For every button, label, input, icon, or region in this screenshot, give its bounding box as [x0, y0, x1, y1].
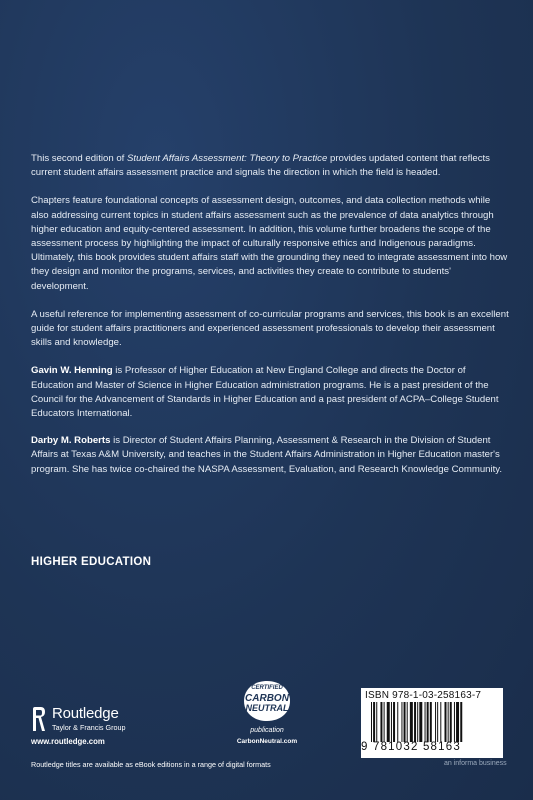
publisher-group: Taylor & Francis Group	[52, 723, 126, 732]
author-bio-2: Darby M. Roberts is Director of Student Affairs Planning, Assessment & Research in the Division of Student Affairs at Texas A&M University, and teaches in the Student Affairs Administration in Higher Education master's program. She has twice co-chaired the NASPA Assessment, Evaluation, and Research Knowledge Community.	[31, 435, 503, 475]
svg-text:CARBON: CARBON	[245, 693, 289, 704]
svg-text:CarbonNeutral.com: CarbonNeutral.com	[236, 738, 298, 745]
carbon-neutral-seal	[232, 675, 302, 755]
ebook-note: Routledge titles are available as eBook editions in a range of digital formats	[31, 760, 271, 769]
blurb	[31, 152, 509, 490]
subject-category: HIGHER EDUCATION	[31, 556, 152, 568]
book-title: Student Affairs Assessment: Theory to Practice	[127, 153, 328, 164]
carbon-neutral-icon	[232, 675, 302, 755]
barcode-bars	[371, 702, 496, 742]
author-bio-1: Gavin W. Henning is Professor of Higher Education at New England College and directs the Doctor of Education and Master of Science in Higher Education administration programs. He is a past president of the Council for the Advancement of Standards in Higher Education and a past president of ACPA–College Student Educators International.	[31, 365, 499, 420]
isbn-barcode	[361, 688, 503, 758]
informa-note: an informa business	[444, 760, 507, 767]
svg-text:CERTIFIED: CERTIFIED	[251, 685, 283, 691]
svg-text:NEUTRAL: NEUTRAL	[245, 703, 289, 713]
publisher-name: Routledge	[52, 705, 119, 722]
blurb-paragraph-1: This second edition of Student Affairs Assessment: Theory to Practice provides updated content that reflects current student affairs assessment practice and signals the direction in which the field is headed.	[31, 153, 490, 179]
routledge-logo	[31, 705, 171, 747]
publisher-url: www.routledge.com	[31, 737, 105, 746]
author-name-1: Gavin W. Henning	[31, 365, 113, 377]
routledge-r-icon	[31, 705, 47, 733]
author-name-2: Darby M. Roberts	[31, 435, 111, 447]
barcode-digits: 9 781032 58163	[361, 741, 461, 753]
svg-text:publication: publication	[250, 727, 284, 734]
blurb-paragraph-2: Chapters feature foundational concepts of assessment design, outcomes, and data collection methods while also addressing current topics in student affairs assessment such as the prevalence of data analytics through higher education and equity-centered assessment. In addition, this volume further broadens the scope of the assessment process by highlighting the impact of culturally responsive ethics and Indigenous paradigms. Ultimately, this book provides student affairs staff with the grounding they need to integrate assessment into how they design and monitor the programs, services, and activities they create to contribute to students' development.	[31, 195, 508, 292]
isbn-number: ISBN 978-1-03-258163-7	[365, 690, 482, 701]
blurb-paragraph-3: A useful reference for implementing assessment of co-curricular programs and services, this book is an excellent guide for student affairs practitioners and experienced assessment professionals to develop their assessment skills and knowledge.	[31, 308, 509, 349]
